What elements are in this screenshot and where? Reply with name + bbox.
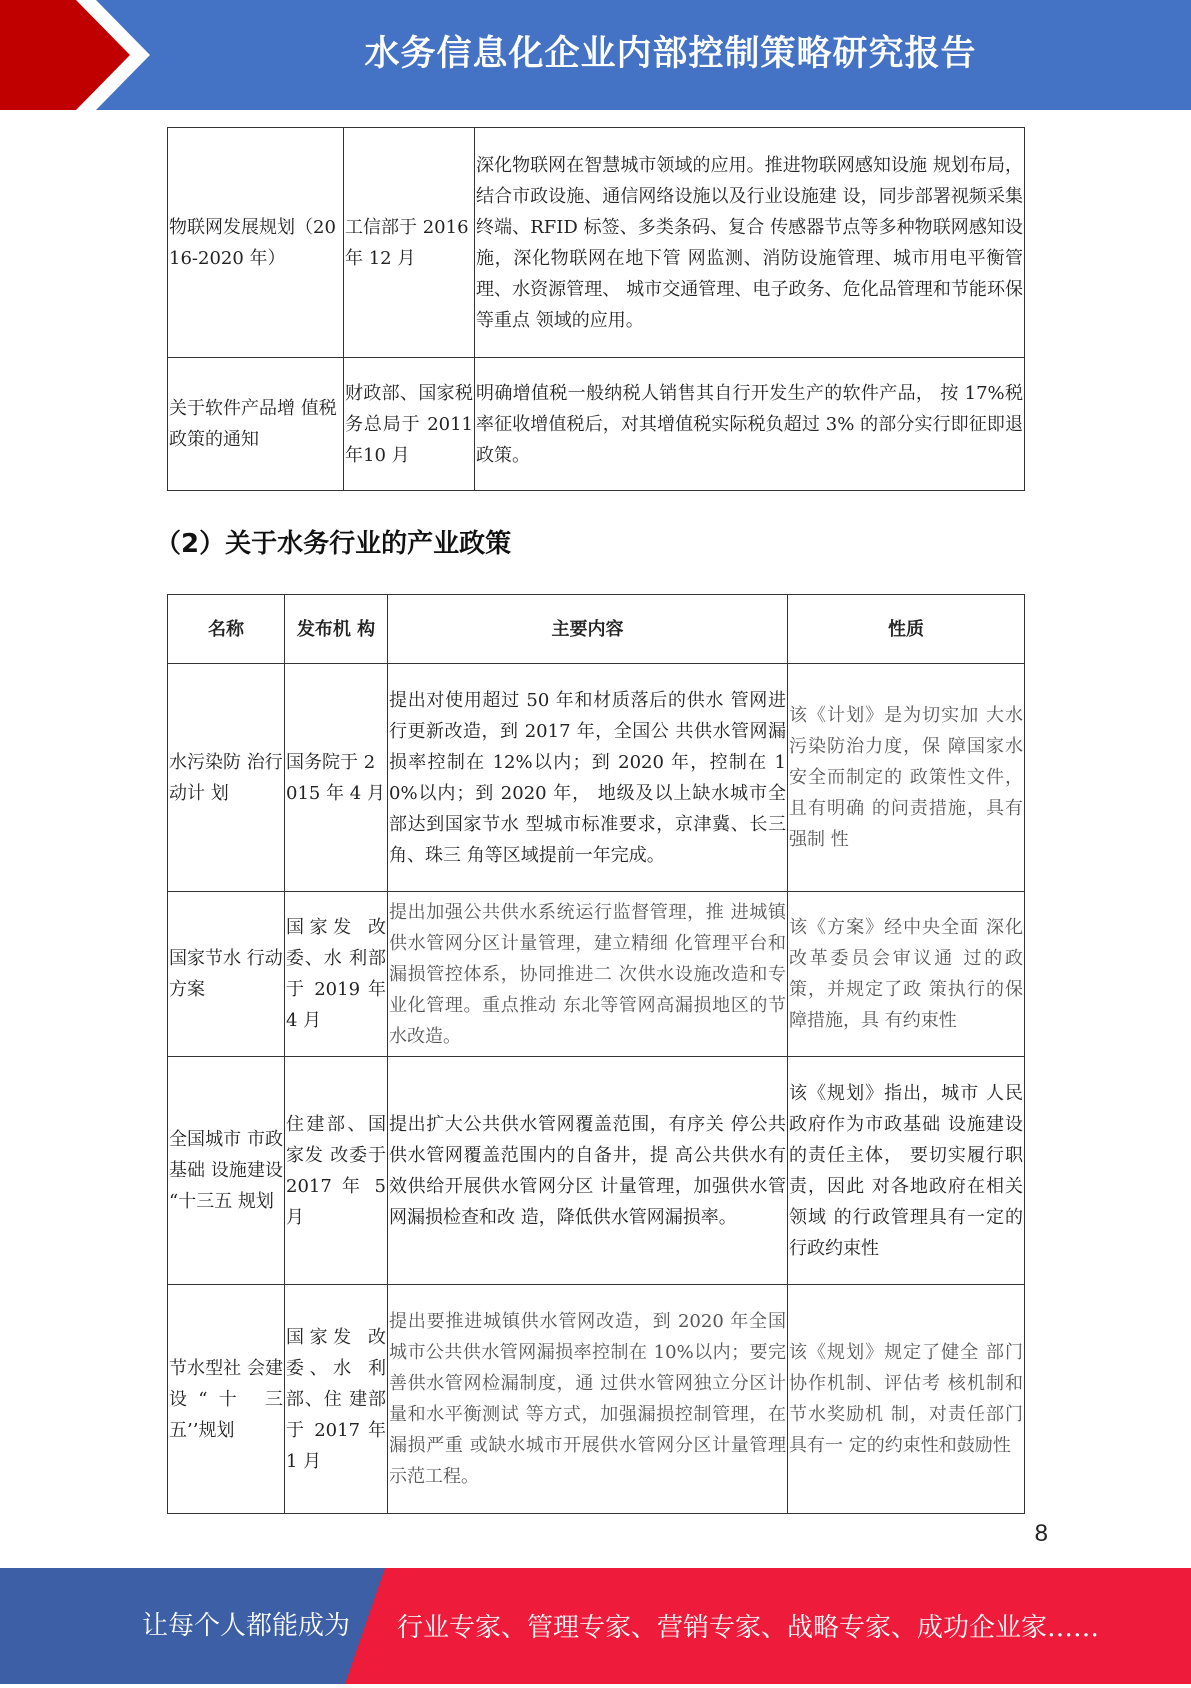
policy-content: 提出扩大公共供水管网覆盖范围，有序关 停公共供水管网覆盖范围内的自备井，提 高公共供水有效供给开展供水管网分区 计量管理，加强供水管网漏损检查和改 造，降低供水管网漏损率。 bbox=[388, 1057, 788, 1285]
page-footer bbox=[0, 1568, 1191, 1684]
policy-content: 深化物联网在智慧城市领域的应用。推进物联网感知设施 规划布局，结合市政设施、通信网络设施以及行业设施建 设，同步部署视频采集终端、RFID 标签、多类条码、复合 传感器节点等多种物联网感知设施，深化物联网在地下管 网监测、消防设施管理、城市用电平衡管理、水资源管理、 城市交通管理、电子政务、危化品管理和节能环保等重点 领域的应用。 bbox=[475, 128, 1025, 358]
policy-name: 国家节水 行动方案 bbox=[168, 892, 285, 1057]
column-header-content: 主要内容 bbox=[388, 595, 788, 664]
table-header-row bbox=[168, 595, 1025, 664]
policy-name: 关于软件产品增 值税政策的通知 bbox=[168, 358, 344, 491]
policy-issuer: 国家发 改委、水 利部、住 建部于 2017 年 1 月 bbox=[285, 1285, 388, 1514]
policy-name: 全国城市 市政基础 设施建设 “十三五 规划 bbox=[168, 1057, 285, 1285]
table-row bbox=[168, 1057, 1025, 1285]
policy-content: 提出要推进城镇供水管网改造，到 2020 年全国城市公共供水管网漏损率控制在 10%以内；要完善供水管网检漏制度，通 过供水管网独立分区计量和水平衡测试 等方式，加强漏损控制管理，在漏损严重 或缺水城市开展供水管网分区计量管理 示范工程。 bbox=[388, 1285, 788, 1514]
footer-slogan-right: 行业专家、管理专家、营销专家、战略专家、成功企业家…… bbox=[397, 1613, 1100, 1643]
policy-issuer: 财政部、国家税务总局于 2011 年10 月 bbox=[344, 358, 475, 491]
policy-name: 物联网发展规划（2016-2020 年） bbox=[168, 128, 344, 358]
page-header bbox=[0, 0, 1191, 110]
policy-nature: 该《规划》指出，城市 人民政府作为市政基础 设施建设的责任主体， 要切实履行职责，因此 对各地政府在相关领域 的行政管理具有一定的 行政约束性 bbox=[788, 1057, 1025, 1285]
policy-name: 节水型社 会建设“十 三五’’规划 bbox=[168, 1285, 285, 1514]
table-row bbox=[168, 664, 1025, 892]
table-row bbox=[168, 892, 1025, 1057]
column-header-nature: 性质 bbox=[788, 595, 1025, 664]
policy-nature: 该《规划》规定了健全 部门协作机制、评估考 核机制和节水奖励机 制，对责任部门具有一 定的约束性和鼓励性 bbox=[788, 1285, 1025, 1514]
table-row bbox=[168, 128, 1025, 358]
footer-slogan-left: 让每个人都能成为 bbox=[142, 1611, 351, 1641]
report-title: 水务信息化企业内部控制策略研究报告 bbox=[364, 34, 977, 74]
table-row bbox=[168, 358, 1025, 491]
policy-table-continued bbox=[167, 127, 1025, 491]
column-header-name: 名称 bbox=[168, 595, 285, 664]
policy-issuer: 住建部、国家发 改委于 2017 年 5 月 bbox=[285, 1057, 388, 1285]
policy-content: 明确增值税一般纳税人销售其自行开发生产的软件产品， 按 17%税率征收增值税后，对其增值税实际税负超过 3% 的部分实行即征即退政策。 bbox=[475, 358, 1025, 491]
policy-nature: 该《方案》经中央全面 深化改革委员会审议通 过的政策，并规定了政 策执行的保障措施，具 有约束性 bbox=[788, 892, 1025, 1057]
policy-issuer: 国务院于 2015 年 4 月 bbox=[285, 664, 388, 892]
policy-name: 水污染防 治行动计 划 bbox=[168, 664, 285, 892]
policy-nature: 该《计划》是为切实加 大水污染防治力度，保 障国家水安全而制定的 政策性文件，且有明确 的问责措施，具有强制 性 bbox=[788, 664, 1025, 892]
policy-content: 提出加强公共供水系统运行监督管理，推 进城镇供水管网分区计量管理，建立精细 化管理平台和漏损管控体系，协同推进二 次供水设施改造和专业化管理。重点推动 东北等管网高漏损地区的节水改造。 bbox=[388, 892, 788, 1057]
table-row bbox=[168, 1285, 1025, 1514]
policy-issuer: 国家发 改委、水 利部于 2019 年 4 月 bbox=[285, 892, 388, 1057]
policy-content: 提出对使用超过 50 年和材质落后的供水 管网进行更新改造，到 2017 年，全国公 共供水管网漏损率控制在 12%以内；到 2020 年，控制在 10%以内；到 2020 年， 地级及以上缺水城市全部达到国家节水 型城市标准要求，京津冀、长三角、珠三 角等区域提前一年完成。 bbox=[388, 664, 788, 892]
policy-issuer: 工信部于 2016 年 12 月 bbox=[344, 128, 475, 358]
water-industry-policy-table bbox=[167, 594, 1025, 1514]
page-number: 8 bbox=[1034, 1520, 1048, 1547]
section-heading: （2）关于水务行业的产业政策 bbox=[155, 529, 512, 559]
column-header-issuer: 发布机 构 bbox=[285, 595, 388, 664]
